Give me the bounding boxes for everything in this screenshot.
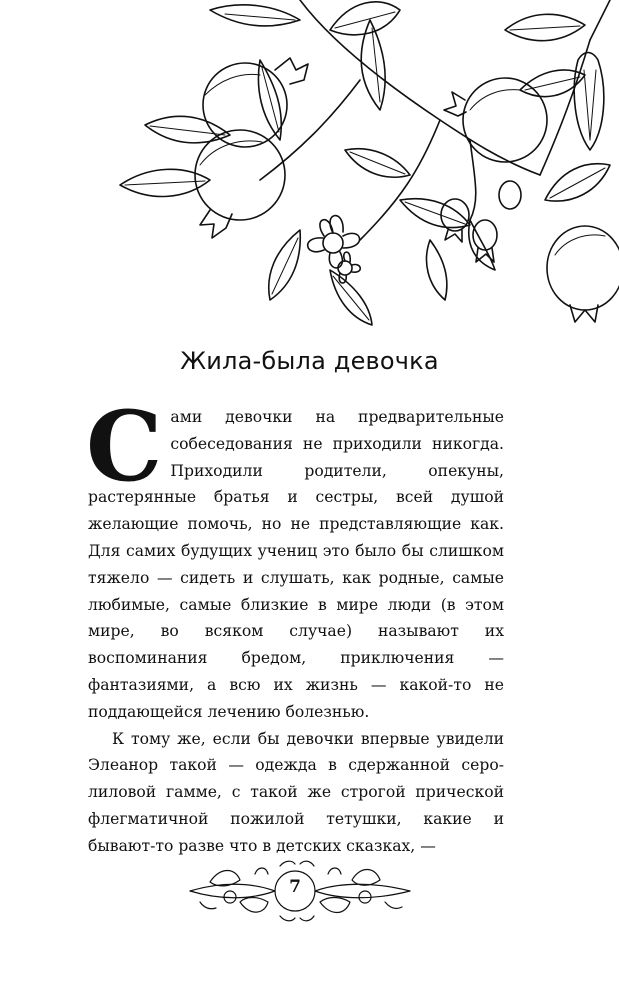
chapter-title: Жила-была девочка	[180, 347, 439, 375]
paragraph-1	[86, 390, 504, 726]
pomegranate-illustration	[0, 0, 619, 330]
body-text	[86, 390, 504, 860]
paragraph-2: К тому же, если бы девочки впервые увидели Элеанор такой — одежда в сдержанной серо-лиловой гамме, с такой же строгой прической флегматичной пожилой тетушки, какие и бывают-то разве что в детских сказках, —	[88, 729, 504, 855]
page-number: 7	[289, 877, 301, 897]
paragraph-1-text: ами девочки на предварительные собеседования не приходили никогда. Приходили родители, опекуны, растерянные братья и сестры, всей душой желающие помочь, но не представляющие как. Для самих будущих учениц это было бы слишком тяжело — сидеть и слушать, как родные, самые любимые, самые близкие в мире люди (в этом мире, во всяком случае) называют их воспоминания бредом, приключения — фантазиями, а всю их жизнь — какой-то не поддающейся лечению болезнью.	[88, 408, 504, 721]
drop-cap: С	[86, 390, 163, 503]
